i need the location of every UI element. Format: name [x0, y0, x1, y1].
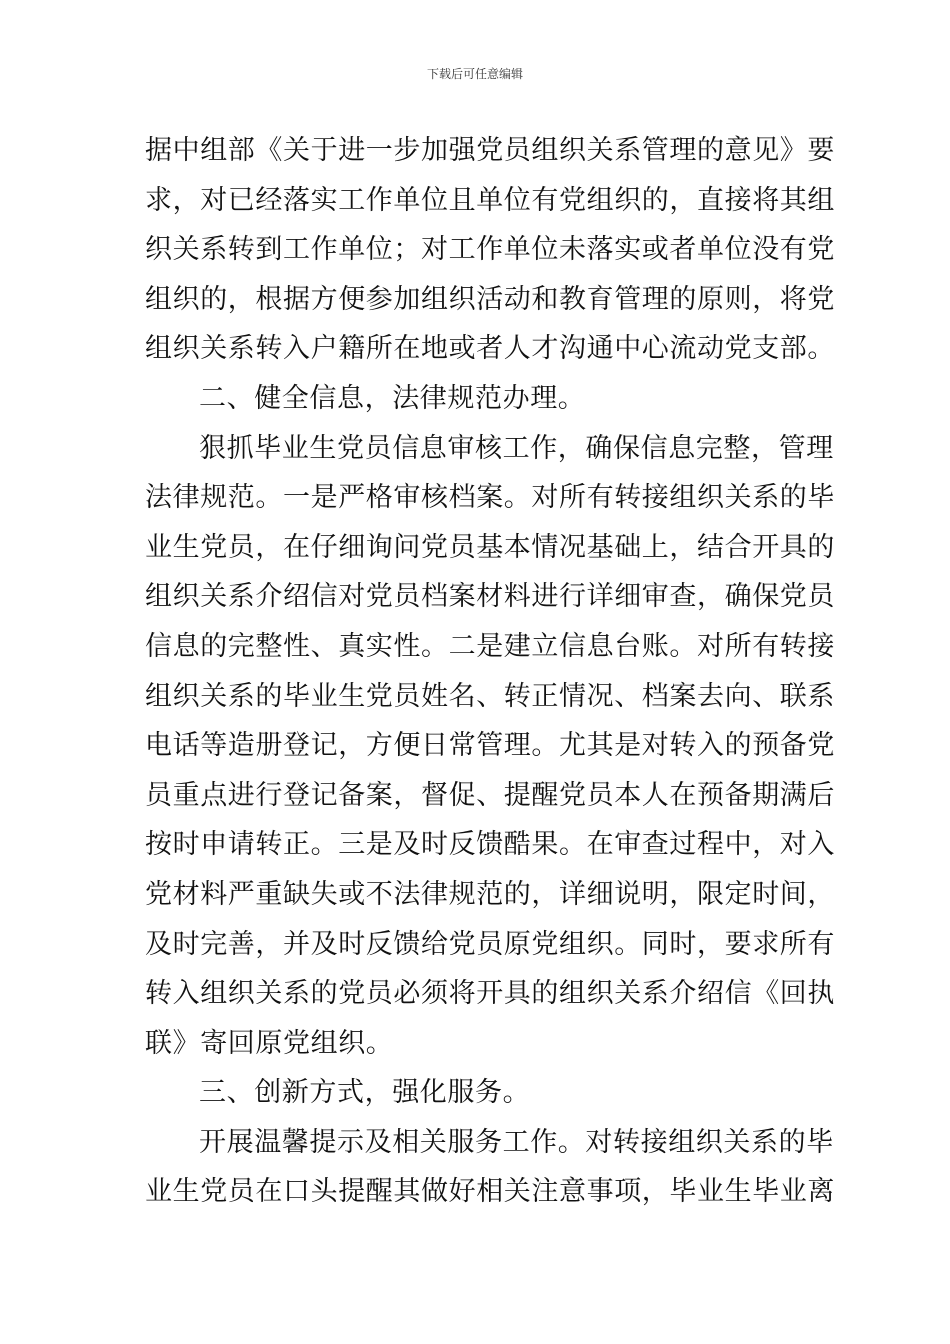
text-line: 开展温馨提示及相关服务工作。对转接组织关系的毕: [199, 1126, 834, 1158]
text-line: 组织关系的毕业生党员姓名、转正情况、档案去向、联系: [145, 680, 835, 712]
text-line: 狠抓毕业生党员信息审核工作，确保信息完整，管理: [199, 432, 834, 464]
text-line: 按时申请转正。三是及时反馈酷果。在审查过程中，对入: [145, 829, 835, 861]
text-line: 信息的完整性、真实性。二是建立信息台账。对所有转接: [145, 630, 835, 662]
text-line: 电话等造册登记，方便日常管理。尤其是对转入的预备党: [145, 730, 835, 762]
text-line: 据中组部《关于进一步加强党员组织关系管理的意见》要: [145, 135, 835, 166]
text-line: 求，对已经落实工作单位且单位有党组织的，直接将其组: [145, 184, 835, 216]
text-line: 三、创新方式，强化服务。: [199, 1077, 531, 1109]
text-line: 组织关系转入户籍所在地或者人才沟通中心流动党支部。: [145, 333, 835, 365]
text-line: 员重点进行登记备案，督促、提醒党员本人在预备期满后: [145, 779, 835, 811]
text-line: 业生党员在口头提醒其做好相关注意事项，毕业生毕业离: [145, 1176, 835, 1208]
text-line: 法律规范。一是严格审核档案。对所有转接组织关系的毕: [145, 482, 835, 514]
text-line: 组织关系介绍信对党员档案材料进行详细审查，确保党员: [145, 581, 835, 613]
page-header-note: 下载后可任意编辑: [426, 67, 523, 81]
text-line: 二、健全信息，法律规范办理。: [199, 382, 586, 414]
text-line: 业生党员，在仔细询问党员基本情况基础上，结合开具的: [145, 531, 835, 563]
document-body: [145, 126, 835, 1217]
text-line: 及时完善，并及时反馈给党员原党组织。同时，要求所有: [145, 928, 835, 960]
text-line: 织关系转到工作单位；对工作单位未落实或者单位没有党: [145, 234, 835, 266]
text-line: 党材料严重缺失或不法律规范的，详细说明，限定时间，: [145, 878, 835, 910]
text-line: 联》寄回原党组织。: [145, 1027, 394, 1059]
text-line: 转入组织关系的党员必须将开具的组织关系介绍信《回执: [145, 978, 835, 1010]
text-line: 组织的，根据方便参加组织活动和教育管理的原则，将党: [145, 283, 835, 315]
